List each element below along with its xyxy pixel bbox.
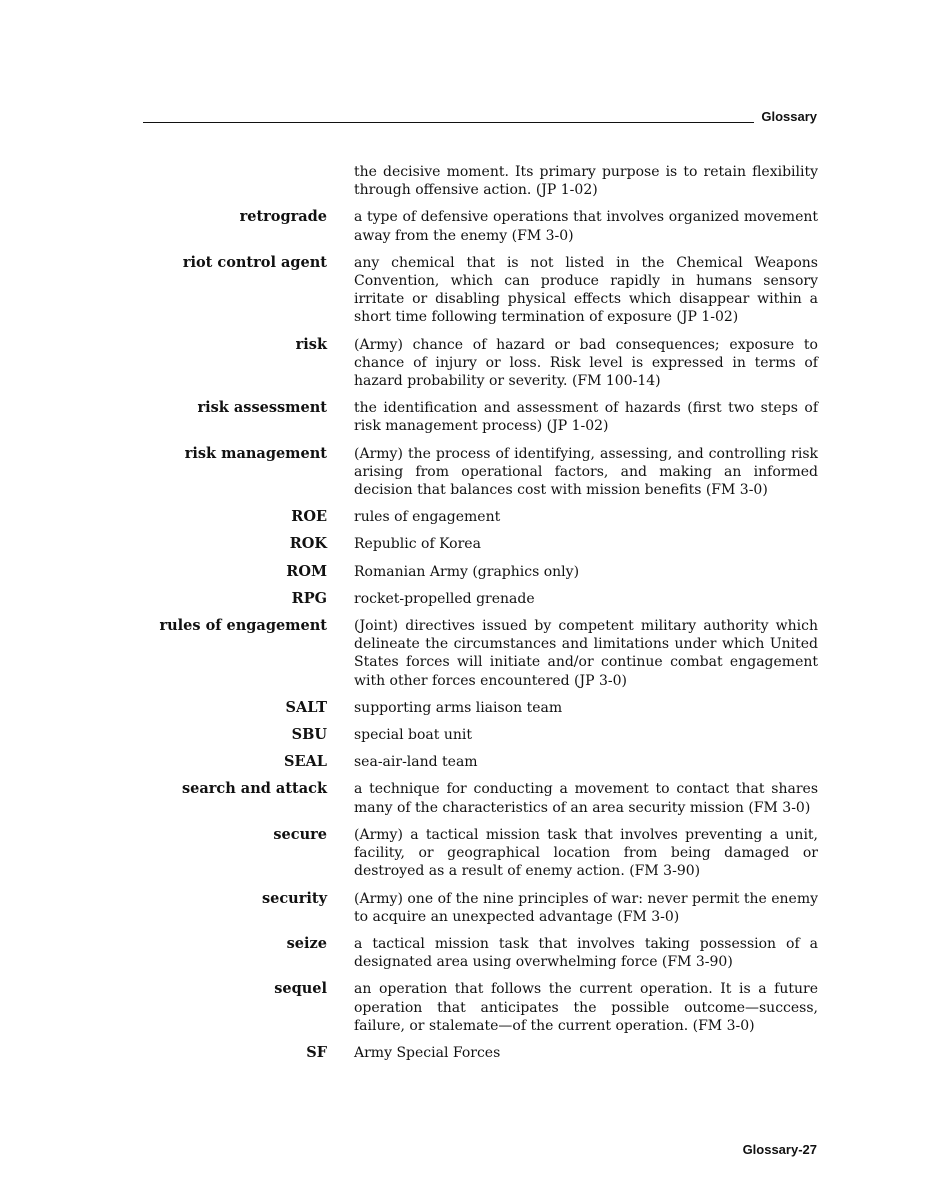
glossary-definition: (Army) one of the nine principles of war: never permit the enemy to acquire an unexpected advantage (FM 3-0) [354, 890, 818, 925]
glossary-definition: (Army) chance of hazard or bad consequences; exposure to chance of injury or loss. Risk level is expressed in terms of hazard probability or severity. (FM 100-14) [354, 336, 818, 390]
glossary-list [143, 163, 818, 1071]
page-number: Glossary-27 [742, 1142, 817, 1157]
glossary-definition: Republic of Korea [354, 536, 481, 553]
glossary-term: risk management [184, 444, 327, 462]
glossary-entry [143, 780, 818, 816]
glossary-definition: Army Special Forces [354, 1044, 501, 1061]
glossary-entry [143, 1044, 818, 1062]
glossary-term: rules of engagement [159, 617, 327, 635]
glossary-entry [143, 980, 818, 1035]
glossary-entry [143, 254, 818, 327]
glossary-entry [143, 590, 818, 608]
glossary-definition: (Army) the process of identifying, assessing, and controlling risk arising from operational factors, and making an informed decision that balances cost with mission benefits (FM 3-0) [354, 445, 818, 499]
glossary-entry [143, 699, 818, 717]
glossary-term: sequel [274, 980, 327, 998]
glossary-term: seize [286, 934, 327, 952]
glossary-entry [143, 726, 818, 744]
glossary-term: riot control agent [182, 253, 327, 271]
glossary-term: ROK [289, 535, 327, 553]
glossary-definition: an operation that follows the current operation. It is a future operation that anticipates the possible outcome—success, failure, or stalemate—of the current operation. (FM 3-0) [354, 981, 818, 1034]
glossary-term: risk assessment [197, 399, 327, 417]
glossary-definition: rocket-propelled grenade [354, 590, 535, 607]
glossary-definition: a tactical mission task that involves taking possession of a designated area using overwhelming force (FM 3-90) [354, 935, 818, 971]
running-header: Glossary [761, 109, 817, 124]
header-rule [143, 122, 754, 123]
glossary-entry [143, 399, 818, 435]
glossary-entry [143, 935, 818, 971]
glossary-definition: (Joint) directives issued by competent military authority which delineate the circumstances and limitations under which United States forces will initiate and/or continue combat engagement with other forces encountered (JP 3-0) [354, 618, 818, 689]
glossary-entry [143, 617, 818, 690]
glossary-term: security [261, 889, 327, 907]
glossary-term: RPG [291, 589, 327, 607]
glossary-term: SBU [291, 726, 327, 744]
glossary-entry [143, 445, 818, 500]
glossary-definition: Romanian Army (graphics only) [354, 563, 580, 580]
glossary-entry [143, 753, 818, 771]
glossary-definition: supporting arms liaison team [354, 699, 563, 716]
glossary-entry [143, 563, 818, 581]
glossary-entry [143, 890, 818, 926]
glossary-term: search and attack [181, 780, 327, 798]
glossary-entry [143, 208, 818, 244]
glossary-definition: any chemical that is not listed in the Chemical Weapons Convention, which can produce rapidly in humans sensory irritate or disabling physical effects which disappear within a short time following termination of exposure (JP 1-02) [354, 254, 818, 326]
glossary-entry [143, 826, 818, 881]
glossary-definition: the identification and assessment of hazards (first two steps of risk management process) (JP 1-02) [354, 400, 818, 435]
glossary-term: SF [306, 1043, 327, 1061]
glossary-term: ROM [286, 562, 327, 580]
glossary-entry [143, 535, 818, 553]
glossary-term: secure [273, 825, 327, 843]
glossary-term: SALT [285, 698, 327, 716]
glossary-entry [143, 163, 818, 199]
glossary-term: retrograde [239, 208, 327, 226]
glossary-term: ROE [291, 508, 327, 526]
glossary-definition: sea-air-land team [354, 754, 478, 771]
glossary-definition: special boat unit [354, 727, 472, 744]
glossary-entry [143, 508, 818, 526]
glossary-definition: (Army) a tactical mission task that involves preventing a unit, facility, or geographical location from being damaged or destroyed as a result of enemy action. (FM 3-90) [354, 826, 818, 880]
glossary-definition: the decisive moment. Its primary purpose is to retain flexibility through offensive action. (JP 1-02) [354, 164, 818, 199]
glossary-term: SEAL [284, 753, 327, 771]
glossary-definition: a type of defensive operations that involves organized movement away from the enemy (FM 3-0) [354, 209, 818, 244]
glossary-term: risk [295, 335, 327, 353]
glossary-entry [143, 336, 818, 391]
glossary-definition: rules of engagement [354, 509, 501, 526]
glossary-definition: a technique for conducting a movement to contact that shares many of the characteristics of an area security mission (FM 3-0) [354, 781, 818, 816]
